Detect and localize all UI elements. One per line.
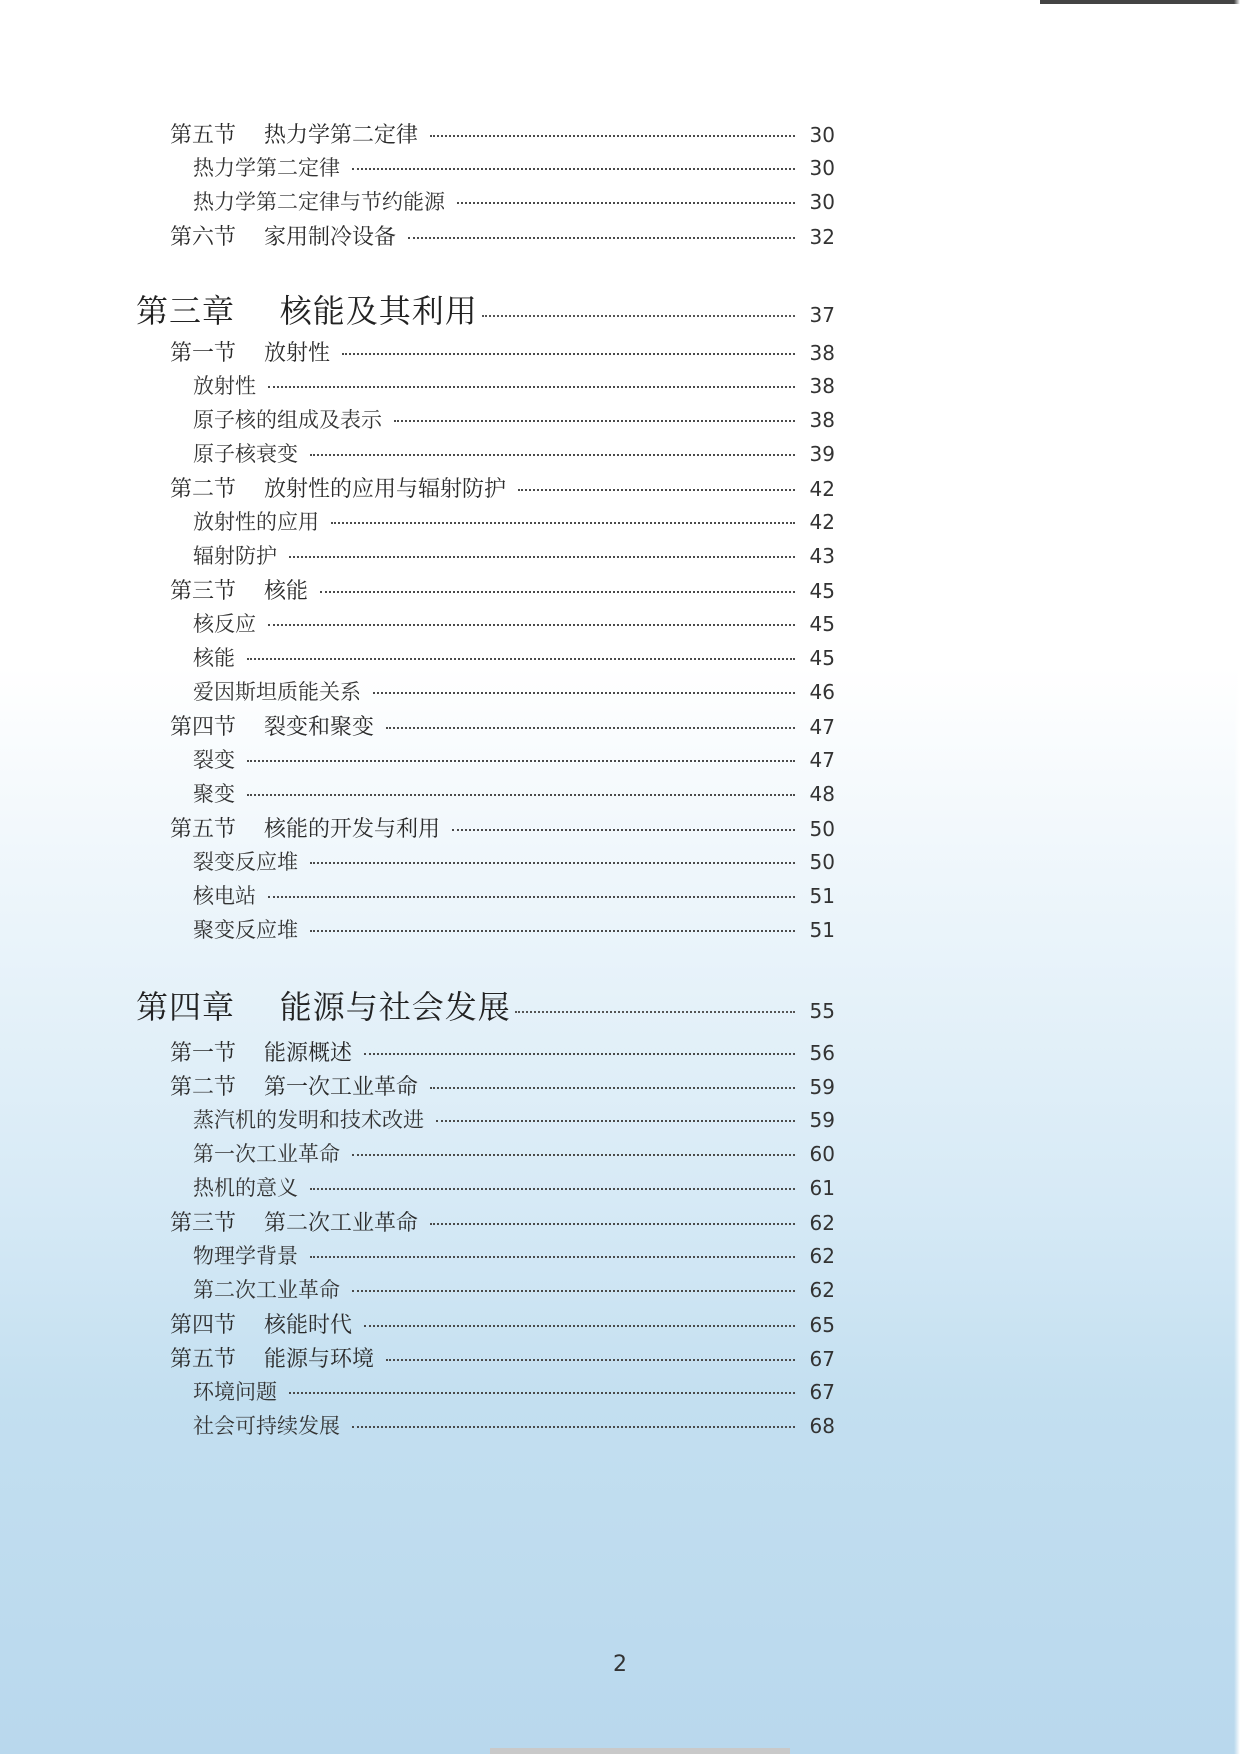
toc-label: 第一节 能源概述: [170, 1041, 352, 1066]
dot-leader: [364, 1053, 795, 1055]
toc-label: 环境问题: [193, 1380, 277, 1404]
dot-leader: [247, 760, 795, 762]
toc-page-number: 30: [809, 123, 835, 147]
toc-label: 裂变: [193, 748, 235, 772]
toc-page-number: 51: [809, 884, 835, 908]
toc-page-number: 59: [809, 1108, 835, 1132]
dot-leader: [515, 1011, 795, 1013]
toc-page-number: 43: [809, 544, 835, 568]
toc-label: 聚变反应堆: [193, 918, 298, 942]
toc-page-number: 38: [809, 374, 835, 398]
toc-page-number: 47: [809, 748, 835, 772]
dot-leader: [436, 1120, 795, 1122]
toc-page-number: 56: [809, 1041, 835, 1065]
toc-label: 第五节 核能的开发与利用: [170, 817, 440, 842]
scan-edge-strip: [1040, 0, 1240, 4]
toc-page-number: 45: [809, 579, 835, 603]
dot-leader: [386, 1359, 795, 1361]
toc-page-number: 37: [809, 303, 835, 327]
toc-page-number: 42: [809, 477, 835, 501]
dot-leader: [289, 1392, 795, 1394]
toc-chapter-title: 第三章 核能及其利用: [136, 292, 478, 330]
toc-label: 第五节 能源与环境: [170, 1347, 374, 1372]
dot-leader: [310, 1256, 795, 1258]
dot-leader: [364, 1325, 795, 1327]
toc-page-number: 55: [809, 999, 835, 1023]
toc-page-number: 32: [809, 225, 835, 249]
toc-page-number: 42: [809, 510, 835, 534]
toc-label: 第一节 放射性: [170, 341, 330, 366]
dot-leader: [352, 1290, 795, 1292]
toc-page-number: 47: [809, 715, 835, 739]
toc-page-number: 38: [809, 341, 835, 365]
dot-leader: [452, 829, 795, 831]
toc-page-number: 48: [809, 782, 835, 806]
toc-page-number: 45: [809, 646, 835, 670]
toc-label: 热力学第二定律: [193, 156, 340, 180]
toc-label: 第四节 裂变和聚变: [170, 715, 374, 740]
toc-label: 核电站: [193, 884, 256, 908]
toc-page-number: 30: [809, 190, 835, 214]
toc-page-number: 39: [809, 442, 835, 466]
toc-label: 爱因斯坦质能关系: [193, 680, 361, 704]
dot-leader: [268, 896, 795, 898]
toc-label: 核能: [193, 646, 235, 670]
dot-leader: [268, 386, 795, 388]
toc-page-number: 46: [809, 680, 835, 704]
dot-leader: [310, 454, 795, 456]
toc-label: 第二节 第一次工业革命: [170, 1075, 418, 1100]
dot-leader: [247, 794, 795, 796]
dot-leader: [310, 862, 795, 864]
toc-label: 第四节 核能时代: [170, 1313, 352, 1338]
toc-page-number: 50: [809, 850, 835, 874]
toc-page-number: 45: [809, 612, 835, 636]
dot-leader: [247, 658, 795, 660]
dot-leader: [394, 420, 795, 422]
toc-label: 热机的意义: [193, 1176, 298, 1200]
toc-label: 第三节 核能: [170, 579, 308, 604]
toc-page-number: 62: [809, 1278, 835, 1302]
toc-label: 第二次工业革命: [193, 1278, 340, 1302]
toc-label: 放射性的应用: [193, 510, 319, 534]
toc-page-number: 59: [809, 1075, 835, 1099]
toc-label: 放射性: [193, 374, 256, 398]
toc-label: 第五节 热力学第二定律: [170, 123, 418, 148]
toc-label: 热力学第二定律与节约能源: [193, 190, 445, 214]
toc-page-number: 65: [809, 1313, 835, 1337]
dot-leader: [430, 1087, 795, 1089]
toc-label: 裂变反应堆: [193, 850, 298, 874]
dot-leader: [352, 168, 795, 170]
page-edge: [1234, 0, 1240, 1754]
toc-page-number: 30: [809, 156, 835, 180]
toc-label: 原子核衰变: [193, 442, 298, 466]
dot-leader: [331, 522, 795, 524]
dot-leader: [310, 1188, 795, 1190]
toc-page-number: 61: [809, 1176, 835, 1200]
dot-leader: [289, 556, 795, 558]
dot-leader: [518, 489, 795, 491]
toc-chapter-title: 第四章 能源与社会发展: [136, 988, 511, 1026]
toc-label: 物理学背景: [193, 1244, 298, 1268]
dot-leader: [430, 135, 795, 137]
toc-page-number: 62: [809, 1211, 835, 1235]
toc-page-number: 67: [809, 1347, 835, 1371]
toc-page-number: 60: [809, 1142, 835, 1166]
toc-label: 第二节 放射性的应用与辐射防护: [170, 477, 506, 502]
toc-page-number: 50: [809, 817, 835, 841]
dot-leader: [352, 1154, 795, 1156]
dot-leader: [268, 624, 795, 626]
dot-leader: [408, 237, 795, 239]
dot-leader: [457, 202, 795, 204]
toc-label: 社会可持续发展: [193, 1414, 340, 1438]
dot-leader: [320, 591, 795, 593]
toc-page-number: 62: [809, 1244, 835, 1268]
page-number-footer: 2: [613, 1652, 627, 1677]
dot-leader: [482, 315, 795, 317]
toc-page-number: 68: [809, 1414, 835, 1438]
dot-leader: [352, 1426, 795, 1428]
dot-leader: [430, 1223, 795, 1225]
toc-label: 蒸汽机的发明和技术改进: [193, 1108, 424, 1132]
toc-label: 聚变: [193, 782, 235, 806]
toc-label: 辐射防护: [193, 544, 277, 568]
dot-leader: [386, 727, 795, 729]
toc-page-number: 38: [809, 408, 835, 432]
toc-label: 第三节 第二次工业革命: [170, 1211, 418, 1236]
toc-label: 核反应: [193, 612, 256, 636]
toc-label: 第六节 家用制冷设备: [170, 225, 396, 250]
toc-page-number: 67: [809, 1380, 835, 1404]
scan-bottom-edge: [490, 1748, 790, 1754]
toc-label: 第一次工业革命: [193, 1142, 340, 1166]
dot-leader: [373, 692, 795, 694]
dot-leader: [310, 930, 795, 932]
dot-leader: [342, 353, 795, 355]
toc-label: 原子核的组成及表示: [193, 408, 382, 432]
toc-page-number: 51: [809, 918, 835, 942]
